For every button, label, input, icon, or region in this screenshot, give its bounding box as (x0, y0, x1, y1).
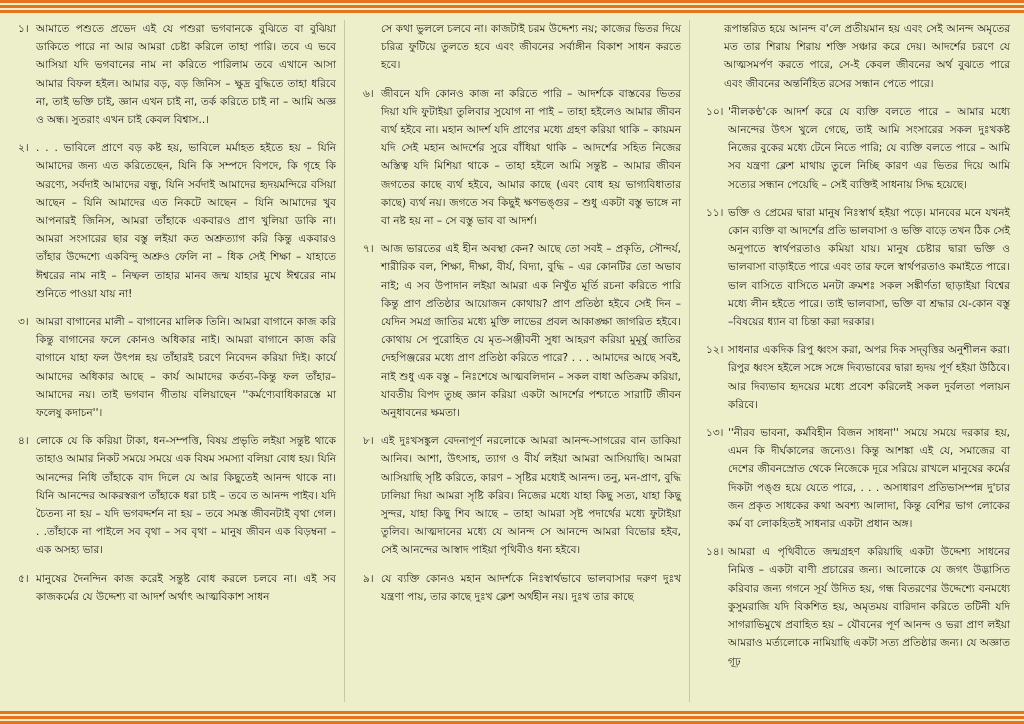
paragraph-text: আমরা এ পৃথিবীতে জন্মগ্রহণ করিয়াছি একটা উদ্দেশ্য সাধনের নিমিত্ত – একটা বাণী প্রচারের জন্য। আলোকে যে জগৎ উদ্ভাসিত করিবার জন্য গগনে সূর্য উদিত হয়, গন্ধ বিতরণের উদ্দেশ্যে বনমধ্যে কুসুমরাজি যদি বিকশিত হয়, অমৃতময় বারিদান করিতে তটিনী যদি সাগরাভিমুখে প্রবাহিত হয় – যৌবনের পূর্ণ আনন্দ ও ভরা প্রাণ লইয়া আমরাও মর্ত্যলোকে নামিয়াছি একটা সত্য প্রতিষ্ঠার জন্য। যে অজ্ঞাত গূঢ় (728, 546, 1010, 668)
paragraph-number: ১২। (706, 344, 724, 357)
paragraph-number: ১০। (706, 105, 724, 118)
paragraph-number: ৭। (363, 243, 374, 256)
paragraph-text: এই দুঃখসঙ্কুল বেদনাপূর্ণ নরলোকে আমরা আনন্দ-সাগরের বান ডাকিয়া আনিব। আশা, উৎসাহ, ত্যাগ ও বীর্য লইয়া আমরা আসিয়াছি। আমরা আসিয়াছি সৃষ্টি করিতে, কারণ – সৃষ্টির মধ্যেই আনন্দ। তনু, মন-প্রাণ, বুদ্ধি ঢালিয়া দিয়া আমরা সৃষ্টি করিব। নিজের মধ্যে যাহা কিছু সত্য, যাহা কিছু সুন্দর, যাহা কিছু শিব আছে – তাহা আমরা সৃষ্ট পদার্থের মধ্যে ফুটাইয়া তুলিব। আত্মদানের মধ্যে যে আনন্দ সে আনন্দে আমরা বিভোর হইব, সেই আনন্দের আস্বাদ পাইয়া পৃথিবীও ধন্য হইবে। (381, 435, 681, 557)
paragraph-text: জীবনে যদি কোনও কাজ না করিতে পারি – আদর্শকে বাস্তবের ভিতর দিয়া যদি ফুটাইয়া তুলিবার সুযোগ না পাই – তাহা হইলেও আমার জীবন ব্যর্থ হইবে না। মহান আদর্শ যদি প্রাণের মধ্যে গ্রহণ করিয়া থাকি – কায়মন যদি সেই মহান আদর্শের সুরে বাঁধিয়া থাকি – আদর্শের সহিত নিজের অস্তিত্ব যদি মিশিয়া থাকে – তাহা হইলে আমি সন্তুষ্ট – আমার জীবন জগতের কাছে ব্যর্থ হইবে, আমার কাছে (এবং বোধ হয় ভাগ্যবিধাতার কাছে) ব্যর্থ নয়। জগতে সব কিছুই ক্ষণভঙ্গুর – শুধু একটা বস্তু ভাঙ্গে না বা নষ্ট হয় না – সে বস্তু ভাব বা আদর্শ। (381, 87, 681, 228)
column-1 (0, 20, 345, 702)
paragraph-number: ১১। (706, 206, 724, 219)
paragraph-number: ২। (18, 142, 29, 155)
paragraph-text: 'নীলকণ্ঠ'কে আদর্শ করে যে ব্যক্তি বলতে পারে – আমার মধ্যে আনন্দের উৎস খুলে গেছে, তাই আমি সংসারের সকল দুঃখকষ্ট নিজের বুকের মধ্যে টেনে নিতে পারি; যে ব্যক্তি বলতে পারে – আমি সব যন্ত্রণা ক্লেশ মাথায় তুলে নিচ্ছি কারণ এর ভিতর দিয়ে আমি সত্যের সন্ধান পেয়েছি – সেই ব্যক্তিই সাধনায় সিদ্ধ হয়েছে। (728, 105, 1010, 191)
paragraph-text: ''নীরব ভাবনা, কর্মবিহীন বিজন সাধনা'' সময়ে সময়ে দরকার হয়, এমন কি দীর্ঘকালের জন্যেও। কিন্তু আশঙ্কা এই যে, সমাজের বা দেশের জীবনস্রোত থেকে নিজেকে দূরে সরিয়ে রাখলে মানুষের কর্মের দিকটা পঙ্গু হয়ে যেতে পারে, . . . অসাধারণ প্রতিভাসম্পন্ন দু'চার জন প্রকৃত সাধকের কথা অবশ্য আলাদা, কিন্তু বেশির ভাগ লোকের কর্ম বা লোকহিতই সাধনার একটা প্রধান অঙ্গ। (728, 427, 1010, 531)
paragraph-number: ৪। (18, 435, 29, 448)
paragraph-11 (706, 204, 1010, 331)
paragraph-text: যে ব্যক্তি কোনও মহান আদর্শকে নিঃস্বার্থভাবে ভালবাসার দরুণ দুঃখ যন্ত্রণা পায়, তার কাছে দুঃখ ক্লেশ অর্থহীন নয়। দুঃখ তার কাছে (381, 572, 681, 603)
paragraph-number: ৫। (18, 572, 29, 585)
paragraph-7 (363, 240, 681, 422)
top-border-stripe (0, 10, 1024, 13)
paragraph-3 (18, 313, 336, 422)
paragraph-text: লোকে যে কি করিয়া টাকা, ধন-সম্পত্তি, বিষয় প্রভৃতি লইয়া সন্তুষ্ট থাকে তাহাও আমার নিকট সময়ে সময়ে এক বিষম সমস্যা বলিয়া বোধ হয়। যিনি আনন্দের নিধি তাঁহাকে বাদ দিলে যে আর কিছুতেই আনন্দ থাকে না। যিনি আনন্দের আকরস্বরূপ তাঁহাকে ধরা চাই – তবে ত আনন্দ পাইব। যদি চৈতন্য না হয় – যদি ভগবদ্দর্শন না হয় – তবে সমস্ত জীবনটাই বৃথা গেল। . .তাঁহাকে না পাইলে সব বৃথা – সব বৃথা – মানুষ জীবন এক বিড়ম্বনা – এক অসহ্য ভার। (36, 435, 336, 557)
paragraph-13 (706, 424, 1010, 533)
paragraph-text: ভক্তি ও প্রেমের দ্বারা মানুষ নিঃস্বার্থ হইয়া পড়ে। মানবের মনে যখনই কোন ব্যক্তি বা আদর্শের প্রতি ভালবাসা ও ভক্তি বাড়ে তখন ঠিক সেই অনুপাতে স্বার্থপরতাও কমিয়া যায়। মানুষ চেষ্টার দ্বারা ভক্তি ও ভালবাসা বাড়াইতে পারে এবং তার ফলে স্বার্থপরতাও কমাইতে পারে। ভাল বাসিতে বাসিতে মনটা ক্রমশঃ সকল সঙ্কীর্ণতা ছাড়াইয়া বিশ্বের মধ্যে লীন হইতে পারে। তাই ভালবাসা, ভক্তি বা শ্রদ্ধার যে-কোন বস্তু –বিষয়ের ধ্যান বা চিন্তা করা দরকার। (728, 206, 1010, 329)
paragraph-text: রূপান্তরিত হয়ে আনন্দ ব'লে প্রতীয়মান হয় এবং সেই আনন্দ অমৃতের মত তার শিরায় শিরায় শক্তি সঞ্চার করে দেয়। আদর্শের চরণে যে আত্মসমর্পণ করতে পারে, সে-ই কেবল জীবনের অর্থ বুঝতে পারে এবং জীবনের অন্তর্নিহিত রসের সন্ধান পেতে পারে। (724, 23, 1010, 90)
paragraph-5-continued (363, 20, 681, 75)
paragraph-number: ১৪। (706, 546, 724, 559)
paragraph-2 (18, 139, 336, 303)
paragraph-text: আজ ভারতের এই হীন অবস্থা কেন? আছে তো সবই – প্রকৃতি, সৌন্দর্য, শারীরিক বল, শিক্ষা, দীক্ষা, বীর্য, বিদ্যা, বুদ্ধি – এর কোনটির তো অভাব নাই; এ সব উপাদান লইয়া আমরা এক নিখুঁত মূর্তি রচনা করিতে পারি কিন্তু প্রাণ প্রতিষ্ঠার আয়োজন কোথায়? প্রাণ প্রতিষ্ঠা হইবে সেই দিন – যেদিন সমগ্র জাতির মধ্যে মুক্তি লাভের প্রবল আকাঙ্ক্ষা জাগরিত হইবে। কোথায় সে পুরোহিত যে মৃত-সঞ্জীবনী সুধা আহরণ করিয়া মুমূর্ষু জাতির দেহপিঞ্জরের মধ্যে প্রাণ প্রতিষ্ঠা করিতে পারে? . . . আমাদের আছে সবই, নাই শুধু এক বস্তু – নিঃশেষে আত্মবলিদান – সকল বাধা অতিক্রম করিয়া, যাবতীয় বিপদ তুচ্ছ জ্ঞান করিয়া একটা আদর্শের পশ্চাতে সারাটি জীবন অনুধাবনের ক্ষমতা। (381, 243, 681, 420)
paragraph-text: সে কথা ভুললে চলবে না। কাজটাই চরম উদ্দেশ্য নয়; কাজের ভিতর দিয়ে চরিত্র ফুটিয়ে তুলতে হবে এবং জীবনের সর্বাঙ্গীন বিকাশ সাধন করতে হবে। (381, 23, 681, 72)
paragraph-text: আমাতে পশুতে প্রভেদ এই যে পশুরা ভগবানকে বুঝিতে বা বুঝিয়া ডাকিতে পারে না আর আমরা চেষ্টা করিলে তাহা পারি। তবে এ ভবে আসিয়া যদি ভগবানের নাম না করিতে পারিলাম তবে এখানে আসা আমার বিফল হইল। আমার বড়, বড় জিনিস – ক্ষুদ্র বুদ্ধিতে তাহা ধরিবে না, তাই ভক্তি চাই, জ্ঞান এখন চাই না, তর্ক করিতে চাই না – আমি অজ্ঞ ও অন্ধ। সুতরাং এখন চাই কেবল বিশ্বাস..। (36, 23, 336, 127)
paragraph-8 (363, 432, 681, 559)
paragraph-number: ৩। (18, 316, 29, 329)
column-3 (690, 20, 1024, 702)
paragraph-10 (706, 103, 1010, 194)
paragraph-number: ৮। (363, 435, 374, 448)
paragraph-14 (706, 543, 1010, 670)
paragraph-number: ৬। (363, 87, 374, 100)
paragraph-text: আমরা বাগানের মালী – বাগানের মালিক তিনি। আমরা বাগানে কাজ করি কিন্তু বাগানের ফলে কোনও অধিকার নাই। আমরা বাগানে কাজ করি বাগানে যাহা ফল উৎপন্ন হয় তাঁহারই চরণে নিবেদন করিয়া দিই। কার্যে আমাদের অধিকার আছে – কার্য আমাদের কর্তব্য–কিন্তু ফল তাঁহার–আমাদের নয়। তাই ভগবান গীতায় বলিয়াছেন ''কর্মণ্যেবাধিকারস্তে মা ফলেষু কদাচন''। (36, 316, 336, 420)
paragraph-number: ৯। (363, 572, 374, 585)
paragraph-text: . . . ভাবিলে প্রাণে বড় কষ্ট হয়, ভাবিলে মর্মাহত হইতে হয় – যিনি আমাদের জন্য এত করিতেছেন, যিনি কি সম্পদে বিপদে, কি গৃহে কি অরণ্যে, সর্বদাই আমাদের বন্ধু, যিনি সর্বদাই আমাদের হৃদয়মন্দিরে বসিয়া আছেন – যিনি আমাদের এত নিকটে আছেন – যিনি আমাদের খুব আপনারই জিনিস, আমরা তাঁহাকে একবারও প্রাণ খুলিয়া ডাকি না। আমরা সংসারের ছার বস্তু লইয়া কত অশ্রুত্যাগ করি কিন্তু একবারও তাঁহার উদ্দেশ্যে একবিন্দু অশ্রুও ফেলি না – ধিক সেই শিক্ষা – যাহাতে ঈশ্বরের নাম নাই – নিষ্ফল তাহার মানব জন্ম যাহার মুখে ঈশ্বরের নাম শুনিতে পাওয়া যায় না! (36, 142, 336, 300)
paragraph-5 (18, 570, 336, 606)
paragraph-6 (363, 85, 681, 231)
paragraph-text: সাধনার একদিক রিপু ধ্বংস করা, অপর দিক সদ্‌বৃত্তির অনুশীলন করা। রিপুর ধ্বংস হইলে সঙ্গে সঙ্গে দিব্যভাবের দ্বারা হৃদয় পূর্ণ হইয়া উঠিবে। আর দিব্যভাব হৃদয়ের মধ্যে প্রবেশ করিলেই সকল দুর্বলতা পলায়ন করিবে। (728, 344, 1010, 411)
paragraph-9 (363, 570, 681, 606)
document-page (0, 20, 1024, 702)
paragraph-text: মানুষের দৈনন্দিন কাজ করেই সন্তুষ্ট বোধ করলে চলবে না। এই সব কাজকর্মের যে উদ্দেশ্য বা আদর্শ অর্থাৎ আত্মবিকাশ সাধন (36, 572, 336, 603)
column-2 (345, 20, 690, 702)
paragraph-9-continued (706, 20, 1010, 93)
paragraph-12 (706, 341, 1010, 414)
paragraph-number: ১৩। (706, 427, 724, 440)
paragraph-number: ১। (18, 23, 29, 35)
paragraph-4 (18, 432, 336, 559)
paragraph-1 (18, 20, 336, 129)
